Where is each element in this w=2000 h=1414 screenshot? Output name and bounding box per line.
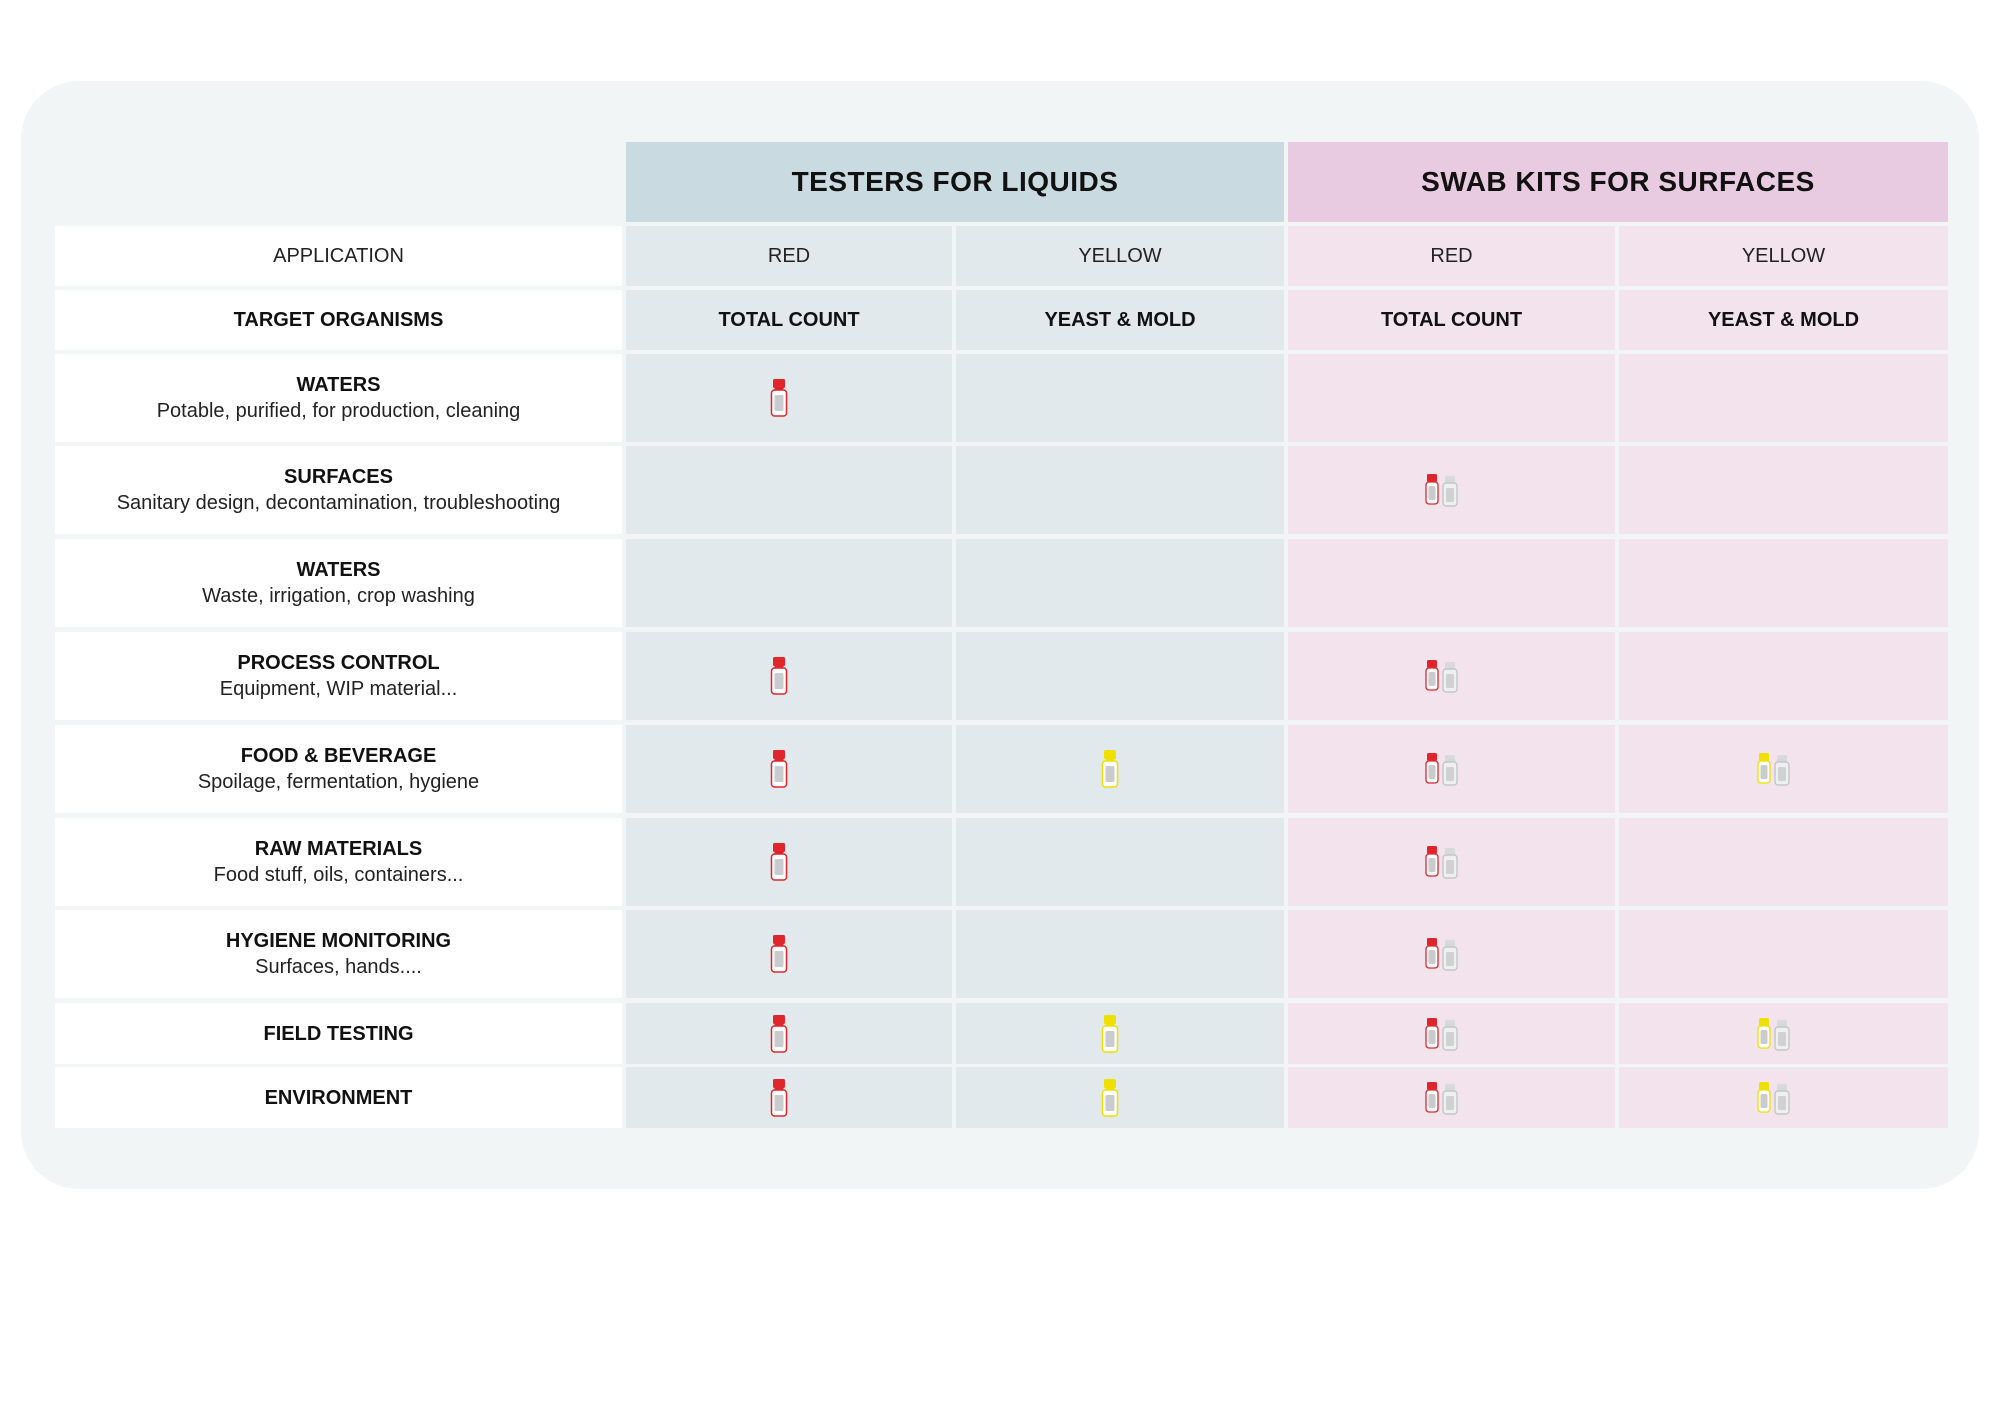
liq-yellow-target-cell	[956, 290, 1284, 350]
row-title: FOOD & BEVERAGE	[240, 744, 437, 767]
row-label-cell	[55, 1003, 622, 1064]
liq-yellow-color-label: YELLOW	[1078, 244, 1162, 267]
red-tester-bottle-icon	[769, 1078, 789, 1118]
application-label: APPLICATION	[273, 244, 404, 267]
yellow-swab-kit-icon	[1757, 1017, 1791, 1051]
swb-red-color-cell	[1288, 226, 1615, 286]
red-swab-kit-icon	[1425, 473, 1459, 507]
red-swab-kit-icon	[1425, 1017, 1459, 1051]
liq-yellow-cell	[956, 818, 1284, 906]
liq-yellow-cell	[956, 725, 1284, 813]
swb-yellow-target-cell	[1619, 290, 1948, 350]
swb-red-color-label: RED	[1430, 244, 1473, 267]
liq-red-cell	[626, 1067, 952, 1128]
swb-yellow-cell	[1619, 539, 1948, 627]
row-label-cell	[55, 539, 622, 627]
row-title: ENVIRONMENT	[264, 1086, 413, 1109]
swb-yellow-cell	[1619, 1067, 1948, 1128]
liq-red-cell	[626, 725, 952, 813]
swb-red-target: TOTAL COUNT	[1380, 308, 1523, 331]
row-subtitle: Equipment, WIP material...	[219, 677, 458, 700]
swb-red-cell	[1288, 1003, 1615, 1064]
liq-yellow-cell	[956, 446, 1284, 534]
row-subtitle: Waste, irrigation, crop washing	[202, 584, 475, 607]
red-swab-kit-icon	[1425, 937, 1459, 971]
liq-red-color-cell	[626, 226, 952, 286]
liquids-header	[626, 142, 1284, 222]
row-title: HYGIENE MONITORING	[225, 929, 452, 952]
liq-red-cell	[626, 632, 952, 720]
swb-red-cell	[1288, 725, 1615, 813]
row-subtitle: Surfaces, hands....	[255, 955, 422, 978]
liquids-header-title: TESTERS FOR LIQUIDS	[791, 166, 1119, 197]
yellow-tester-bottle-icon	[1100, 749, 1120, 789]
liq-yellow-target: YEAST & MOLD	[1044, 308, 1196, 331]
liq-red-target: TOTAL COUNT	[718, 308, 860, 331]
swb-red-cell	[1288, 354, 1615, 442]
swb-red-cell	[1288, 632, 1615, 720]
red-swab-kit-icon	[1425, 659, 1459, 693]
liq-yellow-cell	[956, 632, 1284, 720]
row-title: SURFACES	[284, 465, 393, 488]
row-label-cell	[55, 632, 622, 720]
liq-red-cell	[626, 1003, 952, 1064]
row-title: WATERS	[296, 558, 381, 581]
red-tester-bottle-icon	[769, 656, 789, 696]
row-title: PROCESS CONTROL	[237, 651, 440, 674]
red-tester-bottle-icon	[769, 1014, 789, 1054]
swb-red-cell	[1288, 818, 1615, 906]
row-subtitle: Potable, purified, for production, cleaning	[156, 399, 521, 422]
swb-red-cell	[1288, 1067, 1615, 1128]
row-label-cell	[55, 818, 622, 906]
surfaces-header-title: SWAB KITS FOR SURFACES	[1421, 166, 1815, 197]
yellow-swab-kit-icon	[1757, 752, 1791, 786]
swb-yellow-target: YEAST & MOLD	[1707, 308, 1860, 331]
liq-yellow-color-cell	[956, 226, 1284, 286]
target-label: TARGET ORGANISMS	[233, 308, 444, 331]
liq-red-target-cell	[626, 290, 952, 350]
swb-yellow-color-cell	[1619, 226, 1948, 286]
row-title: RAW MATERIALS	[254, 837, 423, 860]
yellow-tester-bottle-icon	[1100, 1014, 1120, 1054]
swb-yellow-cell	[1619, 632, 1948, 720]
row-title: WATERS	[296, 373, 381, 396]
yellow-swab-kit-icon	[1757, 1081, 1791, 1115]
red-swab-kit-icon	[1425, 845, 1459, 879]
red-tester-bottle-icon	[769, 842, 789, 882]
liq-yellow-cell	[956, 354, 1284, 442]
liq-yellow-cell	[956, 539, 1284, 627]
red-tester-bottle-icon	[769, 378, 789, 418]
swb-yellow-cell	[1619, 725, 1948, 813]
liq-red-cell	[626, 354, 952, 442]
liq-yellow-cell	[956, 1067, 1284, 1128]
application-label-cell	[55, 226, 622, 286]
swb-yellow-cell	[1619, 910, 1948, 998]
swb-red-cell	[1288, 539, 1615, 627]
row-label-cell	[55, 1067, 622, 1128]
target-label-cell	[55, 290, 622, 350]
row-label-cell	[55, 725, 622, 813]
row-title: FIELD TESTING	[263, 1022, 414, 1045]
red-swab-kit-icon	[1425, 1081, 1459, 1115]
red-tester-bottle-icon	[769, 749, 789, 789]
row-label-cell	[55, 446, 622, 534]
liq-red-cell	[626, 446, 952, 534]
swb-yellow-cell	[1619, 446, 1948, 534]
swb-red-cell	[1288, 910, 1615, 998]
row-subtitle: Spoilage, fermentation, hygiene	[197, 770, 480, 793]
swb-red-target-cell	[1288, 290, 1615, 350]
row-subtitle: Sanitary design, decontamination, troubleshooting	[116, 491, 561, 514]
liq-yellow-cell	[956, 1003, 1284, 1064]
swb-yellow-cell	[1619, 1003, 1948, 1064]
swb-yellow-color-label: YELLOW	[1741, 244, 1826, 267]
row-label-cell	[55, 910, 622, 998]
liq-red-cell	[626, 818, 952, 906]
liq-red-color-label: RED	[767, 244, 811, 267]
liq-red-cell	[626, 539, 952, 627]
swb-yellow-cell	[1619, 818, 1948, 906]
red-tester-bottle-icon	[769, 934, 789, 974]
swb-yellow-cell	[1619, 354, 1948, 442]
yellow-tester-bottle-icon	[1100, 1078, 1120, 1118]
row-label-cell	[55, 354, 622, 442]
liq-red-cell	[626, 910, 952, 998]
row-subtitle: Food stuff, oils, containers...	[213, 863, 464, 886]
liq-yellow-cell	[956, 910, 1284, 998]
surfaces-header	[1288, 142, 1948, 222]
swb-red-cell	[1288, 446, 1615, 534]
red-swab-kit-icon	[1425, 752, 1459, 786]
